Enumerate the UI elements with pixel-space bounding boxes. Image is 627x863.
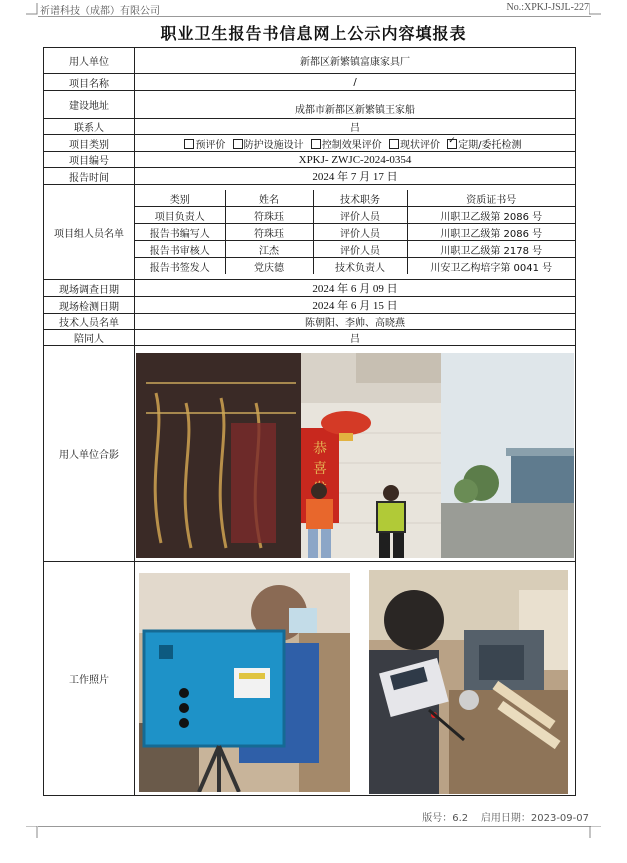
category-label: 项目类别 [44, 135, 135, 152]
team-row [135, 224, 575, 241]
report-time-label: 报告时间 [44, 168, 135, 185]
checkbox-icon [311, 139, 321, 149]
team-header-category: 类别 [135, 190, 225, 207]
test-date-label: 现场检测日期 [44, 297, 135, 314]
address-value: 成都市新都区新繁镇王家船 [135, 91, 576, 119]
test-date-value: 2024 年 6 月 15 日 [135, 297, 576, 314]
project-name-value: / [135, 74, 576, 91]
team-member-name: 符珠珏 [225, 207, 313, 224]
team-member-title: 技术负责人 [313, 258, 407, 275]
checkbox-icon [233, 139, 243, 149]
group-photo [136, 353, 574, 558]
banner-char: 恭 [313, 441, 327, 457]
crop-mark-top-right [589, 3, 601, 15]
work-photo-label: 工作照片 [44, 562, 135, 796]
crop-mark-top-left [26, 3, 38, 15]
team-role: 项目负责人 [135, 207, 225, 224]
team-label: 项目组人员名单 [44, 185, 135, 280]
team-table [135, 190, 575, 274]
team-member-certificate: 川职卫乙级第 2086 号 [407, 224, 575, 241]
effective-date: 启用日期：2023-09-07 [480, 813, 589, 824]
team-member-certificate: 川职卫乙级第 2086 号 [407, 207, 575, 224]
team-member-name: 符珠珏 [225, 224, 313, 241]
footer [422, 809, 589, 824]
address-label: 建设地址 [44, 91, 135, 119]
survey-date-value: 2024 年 6 月 09 日 [135, 280, 576, 297]
team-member-certificate: 川安卫乙构培字第 0041 号 [407, 258, 575, 275]
project-no-label: 项目编号 [44, 152, 135, 168]
tech-staff-label: 技术人员名单 [44, 314, 135, 330]
employer-value: 新都区新繁镇富康家具厂 [135, 48, 576, 74]
footer-divider [38, 826, 591, 827]
team-row [135, 207, 575, 224]
team-role: 报告书编写人 [135, 224, 225, 241]
category-options [135, 135, 576, 152]
category-option-periodic-testing[interactable]: ✓ 定期/委托检测 [447, 140, 521, 151]
category-option-status-evaluation[interactable]: 现状评价 [389, 140, 440, 151]
team-member-name: 党庆德 [225, 258, 313, 275]
team-header-row [135, 190, 575, 207]
team-header-name: 姓名 [225, 190, 313, 207]
team-member-title: 评价人员 [313, 241, 407, 258]
project-name-label: 项目名称 [44, 74, 135, 91]
category-option-control-effect[interactable]: 控制效果评价 [311, 140, 382, 151]
contact-label: 联系人 [44, 119, 135, 135]
employer-label: 用人单位 [44, 48, 135, 74]
crop-mark-bottom-right [589, 826, 601, 838]
checkbox-icon [389, 139, 399, 149]
checked-checkbox-icon [447, 139, 457, 149]
crop-mark-bottom-left [26, 826, 38, 838]
team-member-name: 江杰 [225, 241, 313, 258]
company-header: 祈谱科技（成都）有限公司 [40, 6, 160, 17]
team-header-certificate: 资质证书号 [407, 190, 575, 207]
team-row [135, 258, 575, 275]
work-photo-left [139, 573, 350, 792]
team-row [135, 241, 575, 258]
report-time-value: 2024 年 7 月 17 日 [135, 168, 576, 185]
escort-label: 陪同人 [44, 330, 135, 346]
survey-date-label: 现场调查日期 [44, 280, 135, 297]
document-number: No.:XPKJ-JSJL-227 [506, 2, 589, 13]
team-role: 报告书签发人 [135, 258, 225, 275]
tech-staff-value: 陈朝阳、李帅、高晓燕 [135, 314, 576, 330]
project-no-value: XPKJ- ZWJC-2024-0354 [135, 152, 576, 168]
team-member-title: 评价人员 [313, 207, 407, 224]
team-role: 报告书审核人 [135, 241, 225, 258]
group-photo-label: 用人单位合影 [44, 346, 135, 562]
version-number: 版号：6.2 [422, 813, 469, 824]
header-divider [38, 16, 591, 17]
contact-value: 吕 [135, 119, 576, 135]
work-photo-right [369, 570, 568, 794]
category-option-protection-design[interactable]: 防护设施设计 [233, 140, 304, 151]
checkbox-icon [184, 139, 194, 149]
category-option-pre-evaluation[interactable]: 预评价 [184, 140, 225, 151]
team-header-title: 技术职务 [313, 190, 407, 207]
team-member-title: 评价人员 [313, 224, 407, 241]
escort-value: 吕 [135, 330, 576, 346]
banner-char: 喜 [313, 461, 327, 477]
team-member-certificate: 川职卫乙级第 2178 号 [407, 241, 575, 258]
team-cell [135, 185, 576, 280]
form-title: 职业卫生报告书信息网上公示内容填报表 [160, 24, 467, 43]
